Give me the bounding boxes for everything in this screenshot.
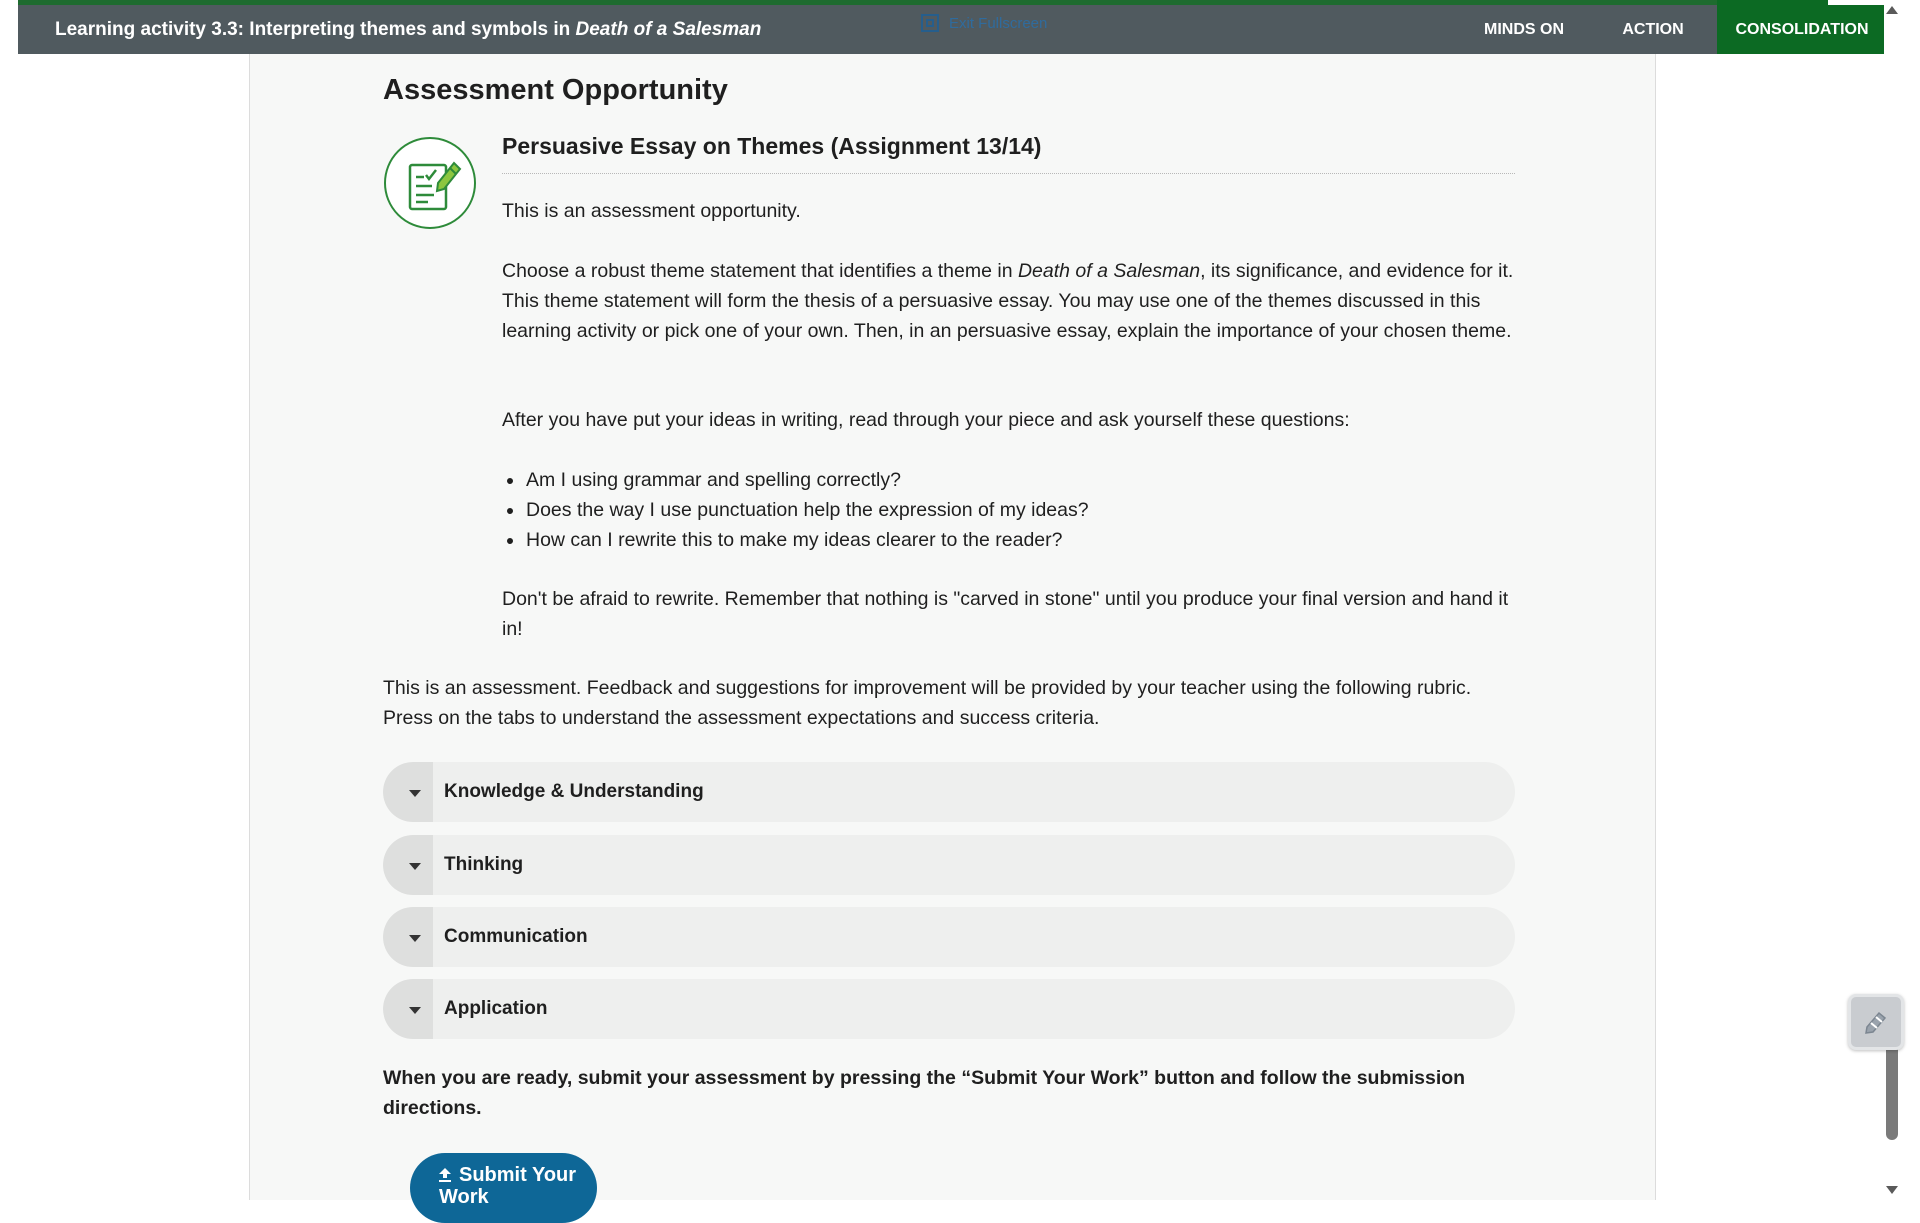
submission-instructions: When you are ready, submit your assessment by pressing the “Submit Your Work” button and follow the submission directions. — [383, 1067, 1466, 1119]
pencil-tool-button[interactable] — [1848, 994, 1904, 1050]
rubric-tab-knowledge[interactable] — [383, 762, 1515, 822]
scroll-down-icon[interactable] — [1886, 1186, 1898, 1194]
instructions-part-1: Choose a robust theme statement that identifies a theme in — [502, 260, 1018, 282]
tab-action-label: ACTION — [1622, 20, 1684, 38]
exit-fullscreen-icon — [921, 14, 939, 32]
activity-title — [55, 19, 761, 41]
activity-title-work: Death of a Salesman — [575, 18, 762, 40]
rubric-tab-label: Application — [444, 998, 548, 1019]
list-item: How can I rewrite this to make my ideas clearer to the reader? — [502, 525, 1517, 555]
section-title: Assessment Opportunity — [383, 74, 728, 106]
assessment-instructions — [502, 256, 1517, 346]
rubric-tab-label: Thinking — [444, 854, 524, 875]
rubric-tab-application[interactable] — [383, 979, 1515, 1039]
rewrite-advice: Don't be afraid to rewrite. Remember that nothing is "carved in stone" until you produce your final version and hand it in! — [502, 588, 1509, 640]
tab-minds-on-label: MINDS ON — [1484, 20, 1564, 38]
upload-icon — [439, 1168, 451, 1182]
rubric-tab-label: Knowledge & Understanding — [444, 781, 704, 802]
submit-work-label: Submit Your Work — [439, 1164, 577, 1208]
submit-work-button[interactable] — [410, 1153, 597, 1223]
rubric-tab-communication[interactable] — [383, 907, 1515, 967]
tab-action[interactable] — [1589, 0, 1717, 54]
list-item: Am I using grammar and spelling correctly? — [502, 465, 1517, 495]
tab-consolidation[interactable] — [1717, 0, 1887, 54]
instructions-work-title: Death of a Salesman — [1017, 260, 1201, 282]
assessment-title: Persuasive Essay on Themes (Assignment 13/14) — [502, 133, 1515, 174]
review-questions — [502, 465, 1517, 555]
scroll-up-icon[interactable] — [1886, 6, 1898, 14]
tab-consolidation-label: CONSOLIDATION — [1735, 20, 1869, 38]
instructions-part-2: , its significance, and evidence for it. This theme statement will form the thesis of a persuasive essay. You may use one of the themes discussed in this learning activity or pick one of your own. Then, in an persuasive essay, explain the importance of your chosen theme. — [502, 260, 1514, 342]
phase-nav — [1459, 0, 1887, 54]
assessment-note: This is an assessment. Feedback and suggestions for improvement will be provided by your teacher using the following rubric. Press on the tabs to understand the assessment expectations and success criteria. — [383, 677, 1472, 729]
pencil-tool-icon — [1859, 1005, 1893, 1039]
header-edge — [1828, 0, 1884, 5]
activity-header — [18, 0, 1887, 54]
activity-title-prefix: Learning activity 3.3: Interpreting themes and symbols in — [55, 18, 576, 40]
exit-fullscreen-label: Exit Fullscreen — [949, 14, 1048, 32]
list-item: Does the way I use punctuation help the expression of my ideas? — [502, 495, 1517, 525]
rubric-tab-thinking[interactable] — [383, 835, 1515, 895]
tab-minds-on[interactable] — [1459, 0, 1589, 54]
review-prompt: After you have put your ideas in writing, read through your piece and ask yourself these questions: — [502, 409, 1350, 431]
rubric-tab-label: Communication — [444, 926, 588, 947]
assessment-intro: This is an assessment opportunity. — [502, 200, 801, 222]
checklist-pencil-icon — [384, 137, 476, 229]
exit-fullscreen-button[interactable] — [921, 14, 1047, 32]
